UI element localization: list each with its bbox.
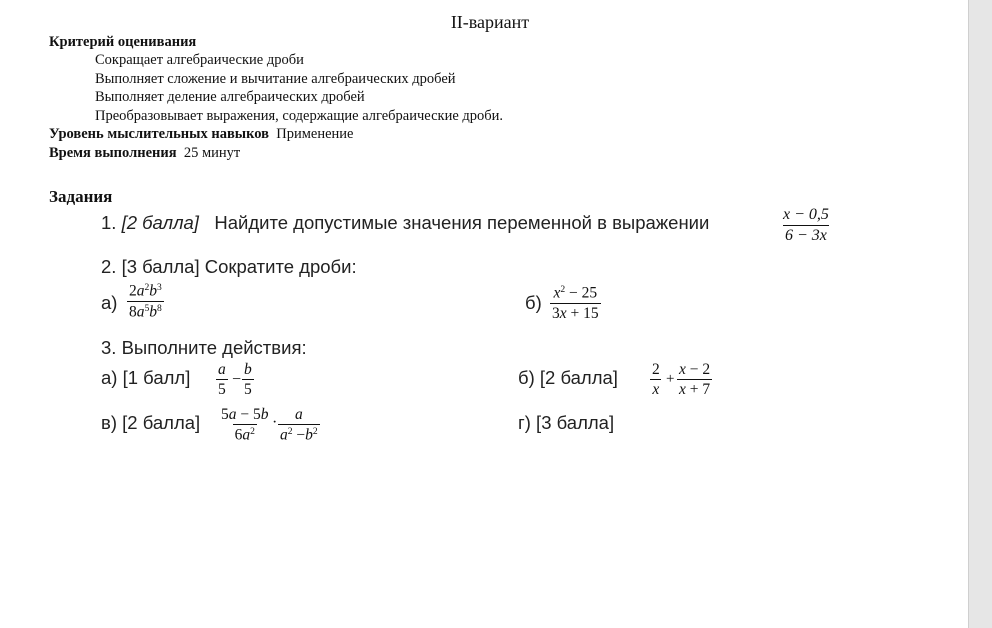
criteria-item: Выполняет деление алгебраических дробей	[95, 89, 365, 105]
task-3d-label: г) [3 балла]	[518, 412, 615, 433]
task-1-number: 1.	[101, 212, 117, 233]
task-3c-label: в) [2 балла]	[101, 412, 201, 433]
task-2a-fraction: $\frac{2a^2b^3}{8a^5b^8}$	[129, 282, 162, 320]
time-label: Время выполнения	[49, 145, 177, 161]
time-line	[49, 145, 240, 162]
task-2b-label: б)	[525, 292, 542, 313]
criteria-item: Преобразовывает выражения, содержащие алгебраические дроби.	[95, 108, 504, 124]
task-3-header: 3. Выполните действия:	[101, 337, 307, 358]
time-value: 25 минут	[183, 145, 241, 161]
thinking-level-label: Уровень мыслительных навыков	[49, 126, 269, 142]
plus-sign: +	[666, 371, 675, 387]
task-1-text: Найдите допустимые значения переменной в выражении	[214, 212, 710, 233]
task-3b-fraction-right: $\frac{x - 2}{x + 7}$	[679, 361, 711, 399]
multiply-dot: ·	[272, 414, 278, 431]
task-1-fraction	[781, 207, 831, 245]
task-2a-label: а)	[101, 292, 118, 313]
task-1-fraction-numerator: x − 0,5	[783, 206, 829, 223]
task-3c-fraction-right: $\frac{a}{a^2 -b^2}$	[280, 406, 318, 444]
criteria-item: Сокращает алгебраические дроби	[95, 52, 304, 68]
criteria-heading: Критерий оценивания	[49, 34, 197, 50]
task-3b-fraction-left: $\frac{2}{x}$	[652, 361, 660, 399]
task-3a-label: а) [1 балл]	[101, 367, 191, 388]
variant-title: II-вариант	[450, 12, 530, 32]
minus-sign: −	[232, 371, 242, 388]
tasks-heading: Задания	[49, 187, 113, 206]
thinking-level	[49, 126, 354, 143]
criteria-item: Выполняет сложение и вычитание алгебраических дробей	[95, 71, 456, 87]
task-1-points: [2 балла]	[121, 212, 199, 233]
task-3a-fraction-right: $\frac{b}{5}$	[244, 361, 252, 399]
task-1-fraction-denominator: 6 − 3x	[785, 226, 827, 244]
task-2-header: 2. [3 балла] Сократите дроби:	[101, 256, 357, 277]
task-1	[101, 212, 709, 234]
task-3b-label: б) [2 балла]	[518, 367, 618, 388]
task-3c-fraction-left: $\frac{5a - 5b}{6a^2}$	[221, 406, 269, 444]
thinking-level-value: Применение	[276, 126, 354, 142]
task-3a-fraction-left: $\frac{a}{5}$	[218, 361, 226, 399]
task-2b-fraction: $\frac{x^2 - 25}{3x + 15}$	[552, 284, 599, 322]
